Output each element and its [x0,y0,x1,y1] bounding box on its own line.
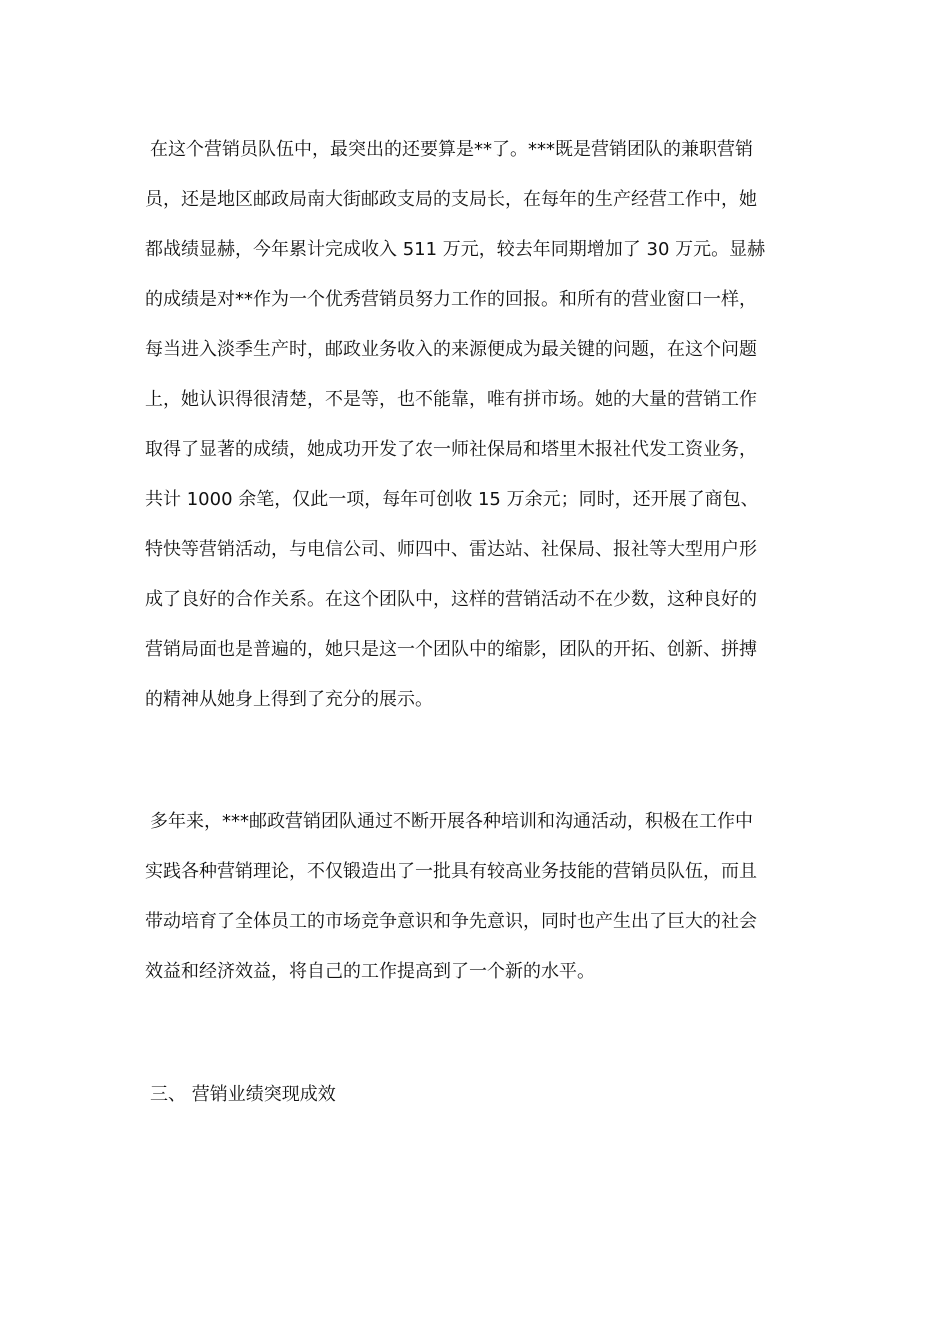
paragraph-line: 多年来，***邮政营销团队通过不断开展各种培训和沟通活动，积极在工作中 [150,811,753,832]
paragraph-line: 每当进入淡季生产时，邮政业务收入的来源便成为最关键的问题，在这个问题 [145,339,757,360]
paragraph-line: 成了良好的合作关系。在这个团队中，这样的营销活动不在少数，这种良好的 [145,589,757,610]
paragraph-line: 营销局面也是普遍的，她只是这一个团队中的缩影，团队的开拓、创新、拼搏 [145,639,757,660]
section-heading [145,1070,805,1120]
paragraph-line: 取得了显著的成绩，她成功开发了农一师社保局和塔里木报社代发工资业务， [145,439,757,460]
paragraph-line: 在这个营销员队伍中，最突出的还要算是**了。***既是营销团队的兼职营销 [150,139,753,160]
section-heading-text: 三、 营销业绩突现成效 [150,1084,336,1105]
paragraph-team-training [145,797,805,997]
paragraph-line: 的成绩是对**作为一个优秀营销员努力工作的回报。和所有的营业窗口一样， [145,289,757,310]
paragraph-line: 员，还是地区邮政局南大街邮政支局的支局长，在每年的生产经营工作中，她 [145,189,757,210]
paragraph-line: 共计 1000 余笔，仅此一项，每年可创收 15 万余元；同时，还开展了商包、 [145,489,759,510]
paragraph-line: 实践各种营销理论，不仅锻造出了一批具有较高业务技能的营销员队伍，而且 [145,861,757,882]
paragraph-line: 上，她认识得很清楚，不是等，也不能靠，唯有拼市场。她的大量的营销工作 [145,389,757,410]
paragraph-line: 的精神从她身上得到了充分的展示。 [145,689,433,710]
paragraph-star-marketer [145,125,805,725]
paragraph-line: 都战绩显赫，今年累计完成收入 511 万元，较去年同期增加了 30 万元。显赫 [145,239,766,260]
paragraph-line: 效益和经济效益，将自己的工作提高到了一个新的水平。 [145,961,595,982]
paragraph-line: 带动培育了全体员工的市场竞争意识和争先意识，同时也产生出了巨大的社会 [145,911,757,932]
paragraph-line: 特快等营销活动，与电信公司、师四中、雷达站、社保局、报社等大型用户形 [145,539,757,560]
